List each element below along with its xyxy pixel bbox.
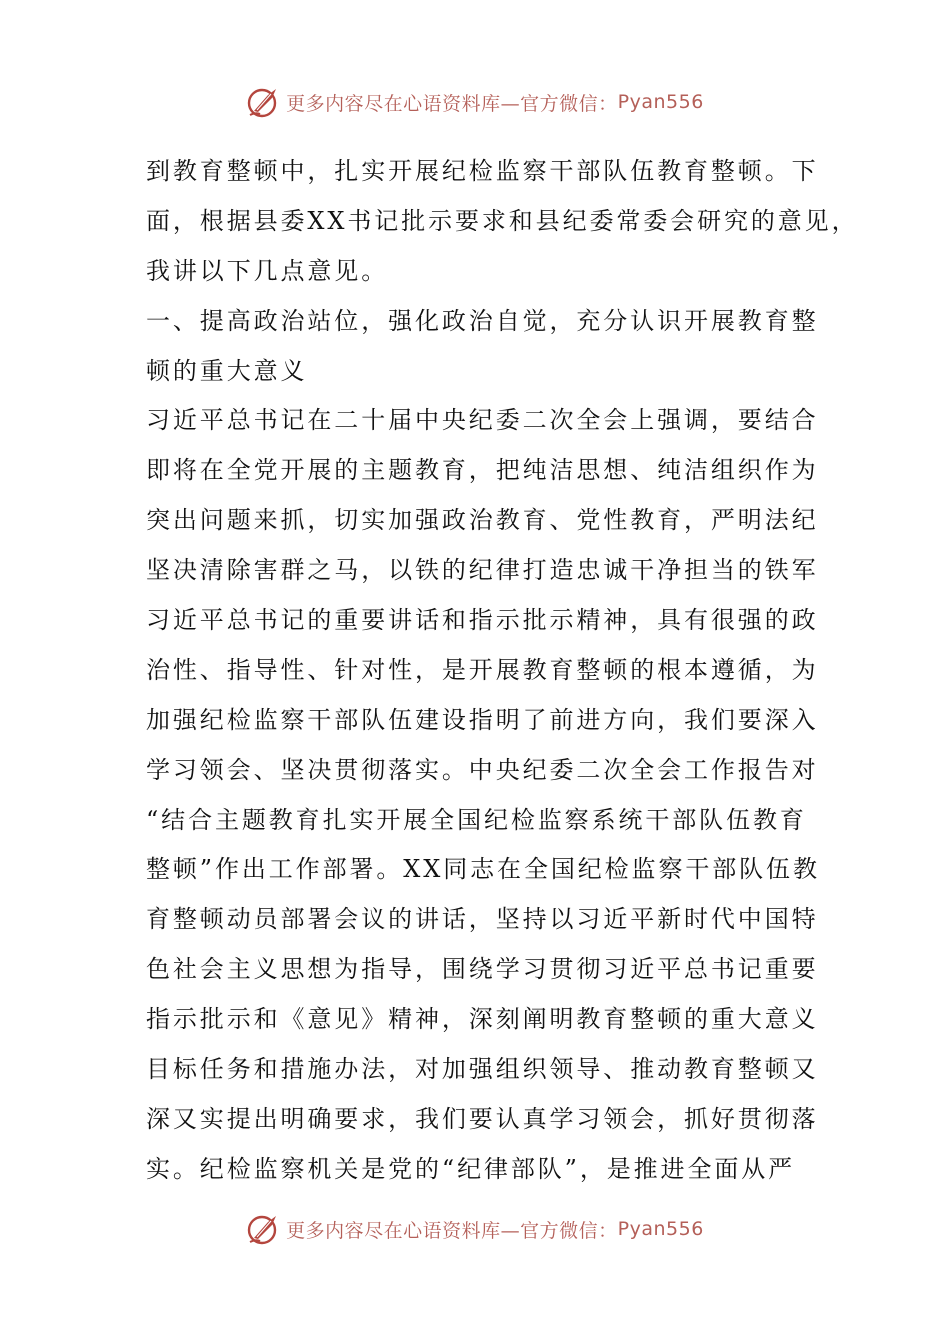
watermark-site-text: 更多内容尽在心语资料库—官方微信： (286, 92, 618, 115)
text-line: 指示批示和《意见》精神，深刻阐明教育整顿的重大意义 (146, 1005, 819, 1034)
text-line: 深又实提出明确要求，我们要认真学习领会，抓好贯彻落 (146, 1104, 819, 1133)
text-line: 突出问题来抓，切实加强政治教育、党性教育，严明法纪 (146, 506, 819, 535)
text-line: 实。纪检监察机关是党的“纪律部队”，是推进全面从严 (146, 1154, 796, 1183)
text-line: 我讲以下几点意见。 (146, 256, 389, 285)
quill-logo-icon (246, 1212, 282, 1246)
text-line: 习近平总书记在二十届中央纪委二次全会上强调，要结合 (146, 406, 819, 435)
text-line: “结合主题教育扎实开展全国纪检监察系统干部队伍教育 (146, 805, 807, 834)
text-line: 到教育整顿中，扎实开展纪检监察干部队伍教育整顿。下 (146, 157, 819, 185)
text-line: 面，根据县委XX书记批示要求和县纪委常委会研究的意见， (146, 206, 859, 235)
header-watermark (0, 82, 950, 122)
document-body (146, 147, 859, 1195)
footer-watermark (0, 1209, 950, 1249)
text-line: 学习领会、坚决贯彻落实。中央纪委二次全会工作报告对 (146, 755, 819, 784)
quill-logo-icon (246, 85, 282, 119)
text-line: 整顿”作出工作部署。XX同志在全国纪检监察干部队伍教 (146, 855, 820, 884)
text-line: 即将在全党开展的主题教育，把纯洁思想、纯洁组织作为 (146, 456, 819, 485)
text-line: 目标任务和措施办法，对加强组织领导、推动教育整顿又 (146, 1055, 819, 1084)
text-line: 加强纪检监察干部队伍建设指明了前进方向，我们要深入 (146, 705, 819, 734)
section-heading-line: 一、提高政治站位，强化政治自觉，充分认识开展教育整 (146, 306, 819, 335)
text-line: 色社会主义思想为指导，围绕学习贯彻习近平总书记重要 (146, 955, 819, 984)
section-heading-line: 顿的重大意义 (146, 356, 308, 385)
watermark-wechat-id: Pyan556 (617, 91, 704, 113)
text-line: 坚决清除害群之马，以铁的纪律打造忠诚干净担当的铁军 (146, 556, 819, 585)
watermark-site-text: 更多内容尽在心语资料库—官方微信： (286, 1219, 618, 1242)
text-line: 治性、指导性、针对性，是开展教育整顿的根本遵循，为 (146, 655, 819, 684)
watermark-wechat-id: Pyan556 (617, 1218, 704, 1240)
text-line: 习近平总书记的重要讲话和指示批示精神，具有很强的政 (146, 606, 819, 635)
text-line: 育整顿动员部署会议的讲话，坚持以习近平新时代中国特 (146, 905, 819, 934)
